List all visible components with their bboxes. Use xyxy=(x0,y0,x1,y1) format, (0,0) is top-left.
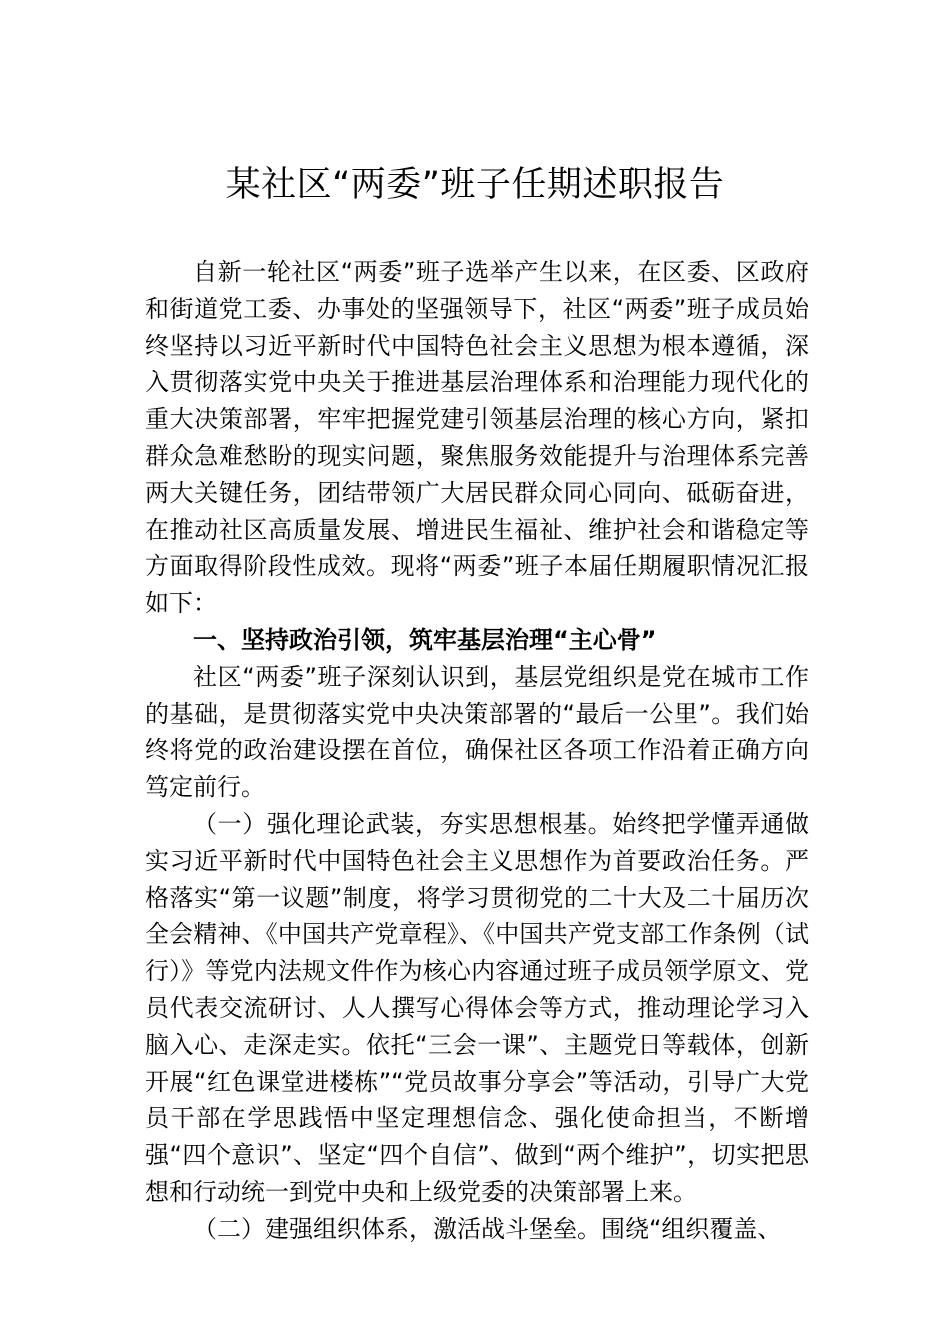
intro-paragraph: 自新一轮社区“两委”班子选举产生以来，在区委、区政府和街道党工委、办事处的坚强领导下，社区“两委”班子成员始终坚持以习近平新时代中国特色社会主义思想为根本遵循，深入贯彻落实党中央关于推进基层治理体系和治理能力现代化的重大决策部署，牢牢把握党建引领基层治理的核心方向，紧扣群众急难愁盼的现实问题，聚焦服务效能提升与治理体系完善两大关键任务，团结带领广大居民群众同心同向、砥砺奋进，在推动社区高质量发展、增进民生福祉、维护社会和谐稳定等方面取得阶段性成效。现将“两委”班子本届任期履职情况汇报如下： xyxy=(145,258,809,618)
subsection-1-paragraph: （一）强化理论武装，夯实思想根基。始终把学懂弄通做实习近平新时代中国特色社会主义思想作为首要政治任务。严格落实“第一议题”制度，将学习贯彻党的二十大及二十届历次全会精神、《中国共产党章程》、《中国共产党支部工作条例（试行）》等党内法规文件作为核心内容通过班子成员领学原文、党员代表交流研讨、人人撰写心得体会等方式，推动理论学习入脑入心、走深走实。依托“三会一课”、主题党日等载体，创新开展“红色课堂进楼栋”“党员故事分享会”等活动，引导广大党员干部在学思践悟中坚定理想信念、强化使命担当，不断增强“四个意识”、坚定“四个自信”、做到“两个维护”，切实把思想和行动统一到党中央和上级党委的决策部署上来。 xyxy=(145,809,809,1206)
section-heading-1: 一、坚持政治引领，筑牢基层治理“主心骨” xyxy=(193,625,657,654)
subsection-2-paragraph: （二）建强组织体系，激活战斗堡垒。围绕“组织覆盖、 xyxy=(193,1214,782,1243)
document-body xyxy=(145,254,809,1248)
section-1-paragraph: 社区“两委”班子深刻认识到，基层党组织是党在城市工作的基础，是贯彻落实党中央决策部署的“最后一公里”。我们始终将党的政治建设摆在首位，确保社区各项工作沿着正确方向笃定前行。 xyxy=(145,662,809,802)
document-title: 某社区“两委”班子任期述职报告 xyxy=(225,165,725,205)
